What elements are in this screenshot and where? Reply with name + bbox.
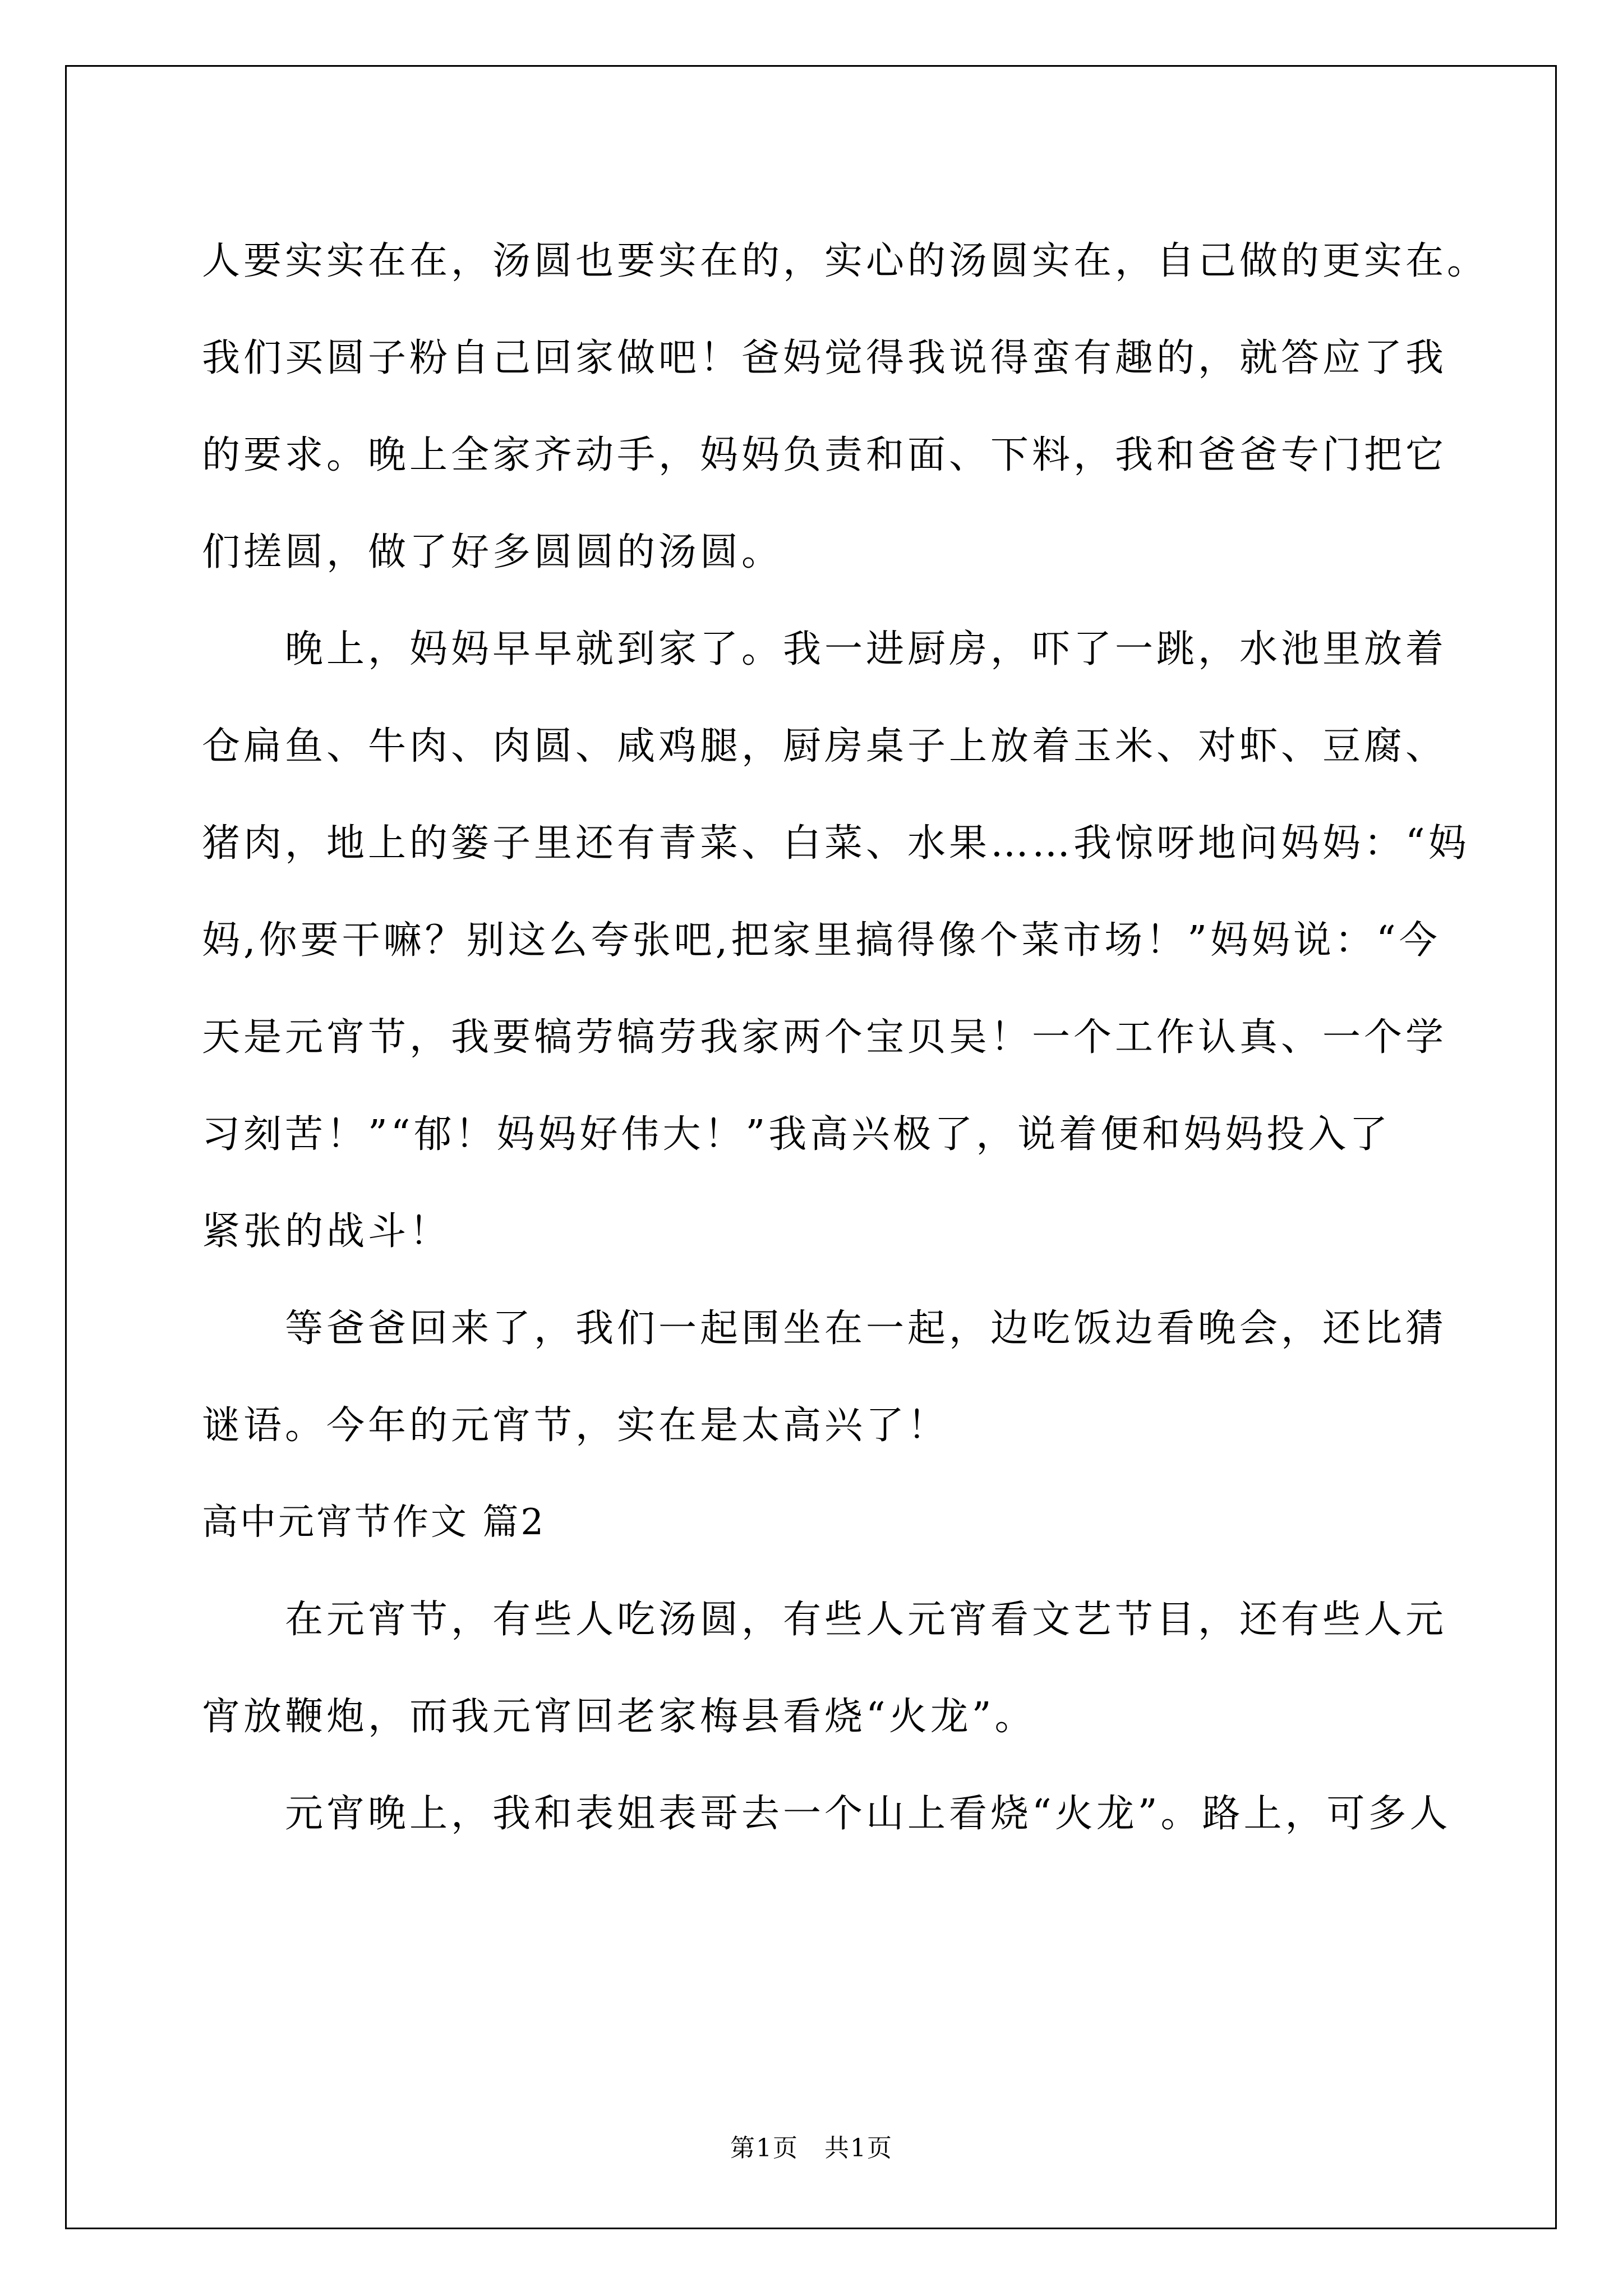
text-line-7: 猪肉，地上的篓子里还有青菜、白菜、水果……我惊呀地问妈妈：“妈 bbox=[202, 821, 1470, 866]
text-line-3: 的要求。晚上全家齐动手，妈妈负责和面、下料，我和爸爸专门把它 bbox=[202, 433, 1447, 477]
text-line-10: 习刻苦！”“郁！妈妈好伟大！”我高兴极了，说着便和妈妈投入了 bbox=[202, 1112, 1391, 1157]
text-line-12: 等爸爸回来了，我们一起围坐在一起，边吃饭边看晚会，还比猜 bbox=[285, 1306, 1447, 1351]
text-line-5: 晚上，妈妈早早就到家了。我一进厨房，吓了一跳，水池里放着 bbox=[285, 627, 1447, 671]
text-line-13: 谜语。今年的元宵节，实在是太高兴了！ bbox=[202, 1404, 949, 1448]
text-line-11: 紧张的战斗！ bbox=[202, 1209, 451, 1254]
text-line-4: 们搓圆，做了好多圆圆的汤圆。 bbox=[202, 530, 783, 574]
text-line-9: 天是元宵节，我要犒劳犒劳我家两个宝贝吴！一个工作认真、一个学 bbox=[202, 1015, 1447, 1060]
document-body bbox=[202, 213, 1489, 1862]
page-footer: 第1页 共1页 bbox=[730, 2134, 893, 2162]
text-line-16: 宵放鞭炮，而我元宵回老家梅县看烧“火龙”。 bbox=[202, 1695, 1036, 1739]
text-line-1: 人要实实在在，汤圆也要实在的，实心的汤圆实在，自己做的更实在。 bbox=[202, 239, 1489, 283]
text-line-2: 我们买圆子粉自己回家做吧！爸妈觉得我说得蛮有趣的，就答应了我 bbox=[202, 336, 1447, 380]
text-line-8: 妈,你要干嘛？别这么夸张吧,把家里搞得像个菜市场！”妈妈说：“今 bbox=[202, 918, 1441, 963]
text-line-15: 在元宵节，有些人吃汤圆，有些人元宵看文艺节目，还有些人元 bbox=[285, 1598, 1447, 1642]
section-heading: 高中元宵节作文 篇2 bbox=[202, 1502, 546, 1543]
text-line-17: 元宵晚上，我和表姐表哥去一个山上看烧“火龙”。路上，可多人 bbox=[285, 1792, 1451, 1836]
text-line-6: 仓扁鱼、牛肉、肉圆、咸鸡腿，厨房桌子上放着玉米、对虾、豆腐、 bbox=[202, 724, 1447, 769]
